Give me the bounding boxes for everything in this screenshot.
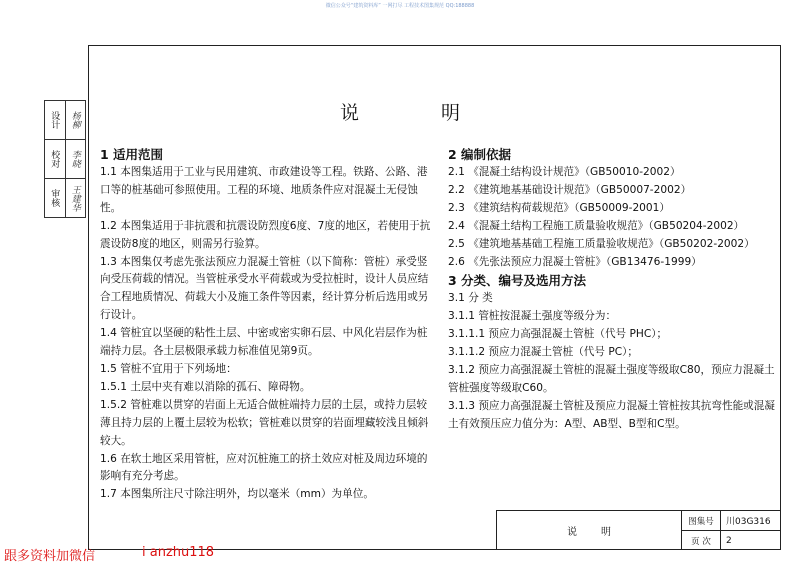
label-review: 审核 [49,189,60,207]
right-section-paragraph: 3.1.3 预应力高强混凝土管桩及预应力混凝土管桩按其抗弯性能或混凝土有效预压应力值分为：A型、AB型、B型和C型。 [448,399,775,430]
right-section-paragraph: 2.6 《先张法预应力混凝土管桩》（GB13476-1999） [448,255,702,268]
title-block-name: 说明 [497,511,682,550]
title-block [496,510,781,550]
left-section-paragraph: 1.4 管桩宜以坚硬的粘性土层、中密或密实卵石层、中风化岩层作为桩端持力层。各土层极限承载力标准值见第9页。 [100,327,428,358]
right-section-paragraph: 2.5 《建筑地基基础工程施工质量验收规范》（GB50202-2002） [448,237,755,250]
right-section-paragraph: 3.1 分 类 [448,292,493,305]
left-section-paragraph: 1.3 本图集仅考虑先张法预应力混凝土管桩（以下简称：管桩）承受竖向受压荷载的情况。当管桩承受水平荷载或为受拉桩时，设计人员应结合工程地质情况、荷载大小及施工条件等因素，经计算分析后选用或另行设计。 [100,255,429,322]
right-section-paragraph: 2.3 《建筑结构荷载规范》（GB50009-2001） [448,201,670,214]
left-section-paragraph: 1.6 在软土地区采用管桩，应对沉桩施工的挤土效应对桩及周边环境的影响有充分考虑。 [100,452,428,483]
right-section-paragraph: 3.1.1.2 预应力混凝土管桩（代号 PC）； [448,346,639,359]
right-section-heading: 3 分类、编号及选用方法 [448,273,587,289]
left-section-paragraph: 1.5.1 土层中夹有难以消除的孤石、障碍物。 [100,380,311,393]
atlas-row [682,511,781,531]
label-design: 设计 [45,101,65,140]
right-section-paragraph: 3.1.1 管桩按混凝土强度等级分为： [448,310,617,323]
signature-check: 李晓 [66,140,86,179]
left-section-paragraph: 1.1 本图集适用于工业与民用建筑、市政建设等工程。铁路、公路、港口等的桩基础可参照使用。工程的环境、地质条件应对混凝土无侵蚀性。 [100,166,428,214]
signature-design: 杨柳 [66,101,86,140]
page-title: 说 明 [339,102,499,124]
right-section-paragraph: 3.1.1.1 预应力高强混凝土管桩（代号 PHC）； [448,328,668,341]
right-column [448,145,778,434]
right-section-heading: 2 编制依据 [448,147,512,162]
left-section-heading: 1 适用范围 [100,147,164,162]
left-section-paragraph: 1.7 本图集所注尺寸除注明外，均以毫米（mm）为单位。 [100,488,374,501]
title-block-grid [682,511,781,550]
left-section-paragraph: 1.2 本图集适用于非抗震和抗震设防烈度6度、7度的地区，若使用于抗震设防8度的地区，则需另行验算。 [100,219,431,250]
right-section-paragraph: 2.2 《建筑地基基础设计规范》（GB50007-2002） [448,183,692,196]
atlas-label: 图集号 [682,511,721,530]
atlas-value: 川03G316 [726,517,771,527]
page-row [682,531,781,550]
label-check: 校对 [45,140,65,179]
footer-wechat-id: i anzhu118 [142,545,215,560]
page-value: 2 [726,535,732,546]
signature-review: 王建华 [69,184,80,212]
right-section-paragraph: 2.4 《混凝土结构工程施工质量验收规范》（GB50204-2002） [448,219,745,232]
footer-contact-text: 跟多资料加微信 [4,549,96,564]
page-label: 页 次 [682,531,721,550]
left-section-paragraph: 1.5.2 管桩难以贯穿的岩面上无适合做桩端持力层的土层，或持力层较薄且持力层的上覆土层较为松软；管桩难以贯穿的岩面埋藏较浅且倾斜较大。 [100,398,429,447]
right-section-paragraph: 2.1 《混凝土结构设计规范》（GB50010-2002） [448,166,681,178]
top-watermark-text: 微信公众号“建筑资料库” 一网打尽 工程技术图集规范 QQ:188888 [325,3,475,9]
left-column [100,145,435,504]
left-section-paragraph: 1.5 管桩不宜用于下列场地： [100,362,237,375]
right-section-paragraph: 3.1.2 预应力高强混凝土管桩的混凝土强度等级取C80，预应力混凝土管桩强度等级取C60。 [448,364,775,394]
